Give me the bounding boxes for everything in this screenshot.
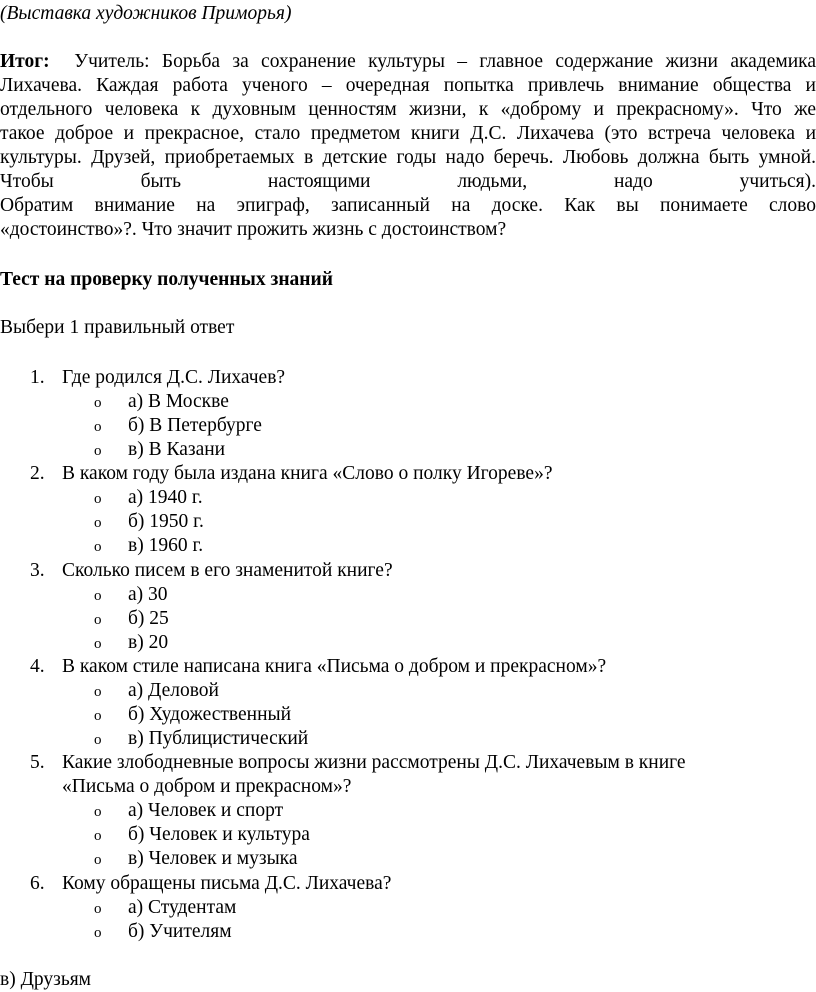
option-a: а) Студентам [128, 897, 237, 918]
option-a: а) Человек и спорт [128, 800, 284, 821]
option-c: в) Публицистический [128, 728, 309, 749]
question-text: Кому обращены письма Д.С. Лихачева? [62, 873, 392, 894]
question-number: 5. [30, 752, 45, 773]
option-b: б) Человек и культура [128, 824, 310, 845]
question-number: 4. [30, 656, 45, 677]
option-c: в) 20 [128, 632, 169, 653]
option-bullet: o [94, 539, 102, 555]
option-bullet: o [94, 515, 102, 531]
question-text-continued: «Письма о добром и прекрасном»? [62, 776, 352, 797]
summary-text-1: Учитель: Борьба за сохранение культуры – главное содержание жизни академика [74, 51, 816, 72]
question-number: 1. [30, 367, 45, 388]
trailing-option: в) Друзьям [0, 969, 92, 990]
summary-line-8: «достоинство»?. Что значит прожить жизнь с достоинством? [0, 219, 507, 240]
test-title: Тест на проверку полученных знаний [0, 269, 334, 290]
option-bullet: o [94, 925, 102, 941]
summary-line-7: Обратим внимание на эпиграф, записанный на доске. Как вы понимаете слово [0, 195, 816, 216]
option-b: б) Учителям [128, 921, 232, 942]
summary-line-2: Лихачева. Каждая работа ученого – очередная попытка привлечь внимание общества и [0, 75, 816, 96]
option-bullet: o [94, 491, 102, 507]
option-c: в) В Казани [128, 439, 226, 460]
question-text: Сколько писем в его знаменитой книге? [62, 560, 393, 581]
question-text: Какие злободневные вопросы жизни рассмотрены Д.С. Лихачевым в книге [62, 752, 686, 773]
summary-label: Итог: [0, 51, 50, 72]
option-a: а) 1940 г. [128, 487, 203, 508]
option-bullet: o [94, 732, 102, 748]
option-c: в) 1960 г. [128, 535, 204, 556]
question-text: Где родился Д.С. Лихачев? [62, 367, 286, 388]
option-bullet: o [94, 588, 102, 604]
summary-line-1 [0, 50, 816, 74]
option-b: б) Художественный [128, 704, 292, 725]
option-bullet: o [94, 419, 102, 435]
option-c: в) Человек и музыка [128, 848, 298, 869]
option-bullet: o [94, 804, 102, 820]
option-a: а) В Москве [128, 391, 229, 412]
option-bullet: o [94, 901, 102, 917]
option-a: а) 30 [128, 584, 168, 605]
question-number: 2. [30, 463, 45, 484]
question-text: В каком году была издана книга «Слово о полку Игореве»? [62, 463, 553, 484]
question-number: 6. [30, 873, 45, 894]
summary-line-5: культуры. Друзей, приобретаемых в детские годы надо беречь. Любовь должна быть умной. [0, 147, 816, 168]
option-bullet: o [94, 443, 102, 459]
option-bullet: o [94, 828, 102, 844]
option-b: б) В Петербурге [128, 415, 262, 436]
question-text: В каком стиле написана книга «Письма о добром и прекрасном»? [62, 656, 607, 677]
option-bullet: o [94, 684, 102, 700]
question-number: 3. [30, 560, 45, 581]
summary-line-4: такое доброе и прекрасное, стало предметом книги Д.С. Лихачева (это встреча человека и [0, 123, 816, 144]
option-bullet: o [94, 636, 102, 652]
option-b: б) 25 [128, 608, 169, 629]
option-a: а) Деловой [128, 680, 219, 701]
option-bullet: o [94, 852, 102, 868]
summary-line-3: отдельного человека к духовным ценностям жизни, к «доброму и прекрасному». Что же [0, 99, 816, 120]
option-bullet: o [94, 708, 102, 724]
summary-line-6: Чтобы быть настоящими людьми, надо учиться). [0, 171, 816, 192]
header-caption: (Выставка художников Приморья) [0, 3, 292, 24]
option-bullet: o [94, 612, 102, 628]
test-instruction: Выбери 1 правильный ответ [0, 317, 235, 338]
option-b: б) 1950 г. [128, 511, 204, 532]
option-bullet: o [94, 395, 102, 411]
